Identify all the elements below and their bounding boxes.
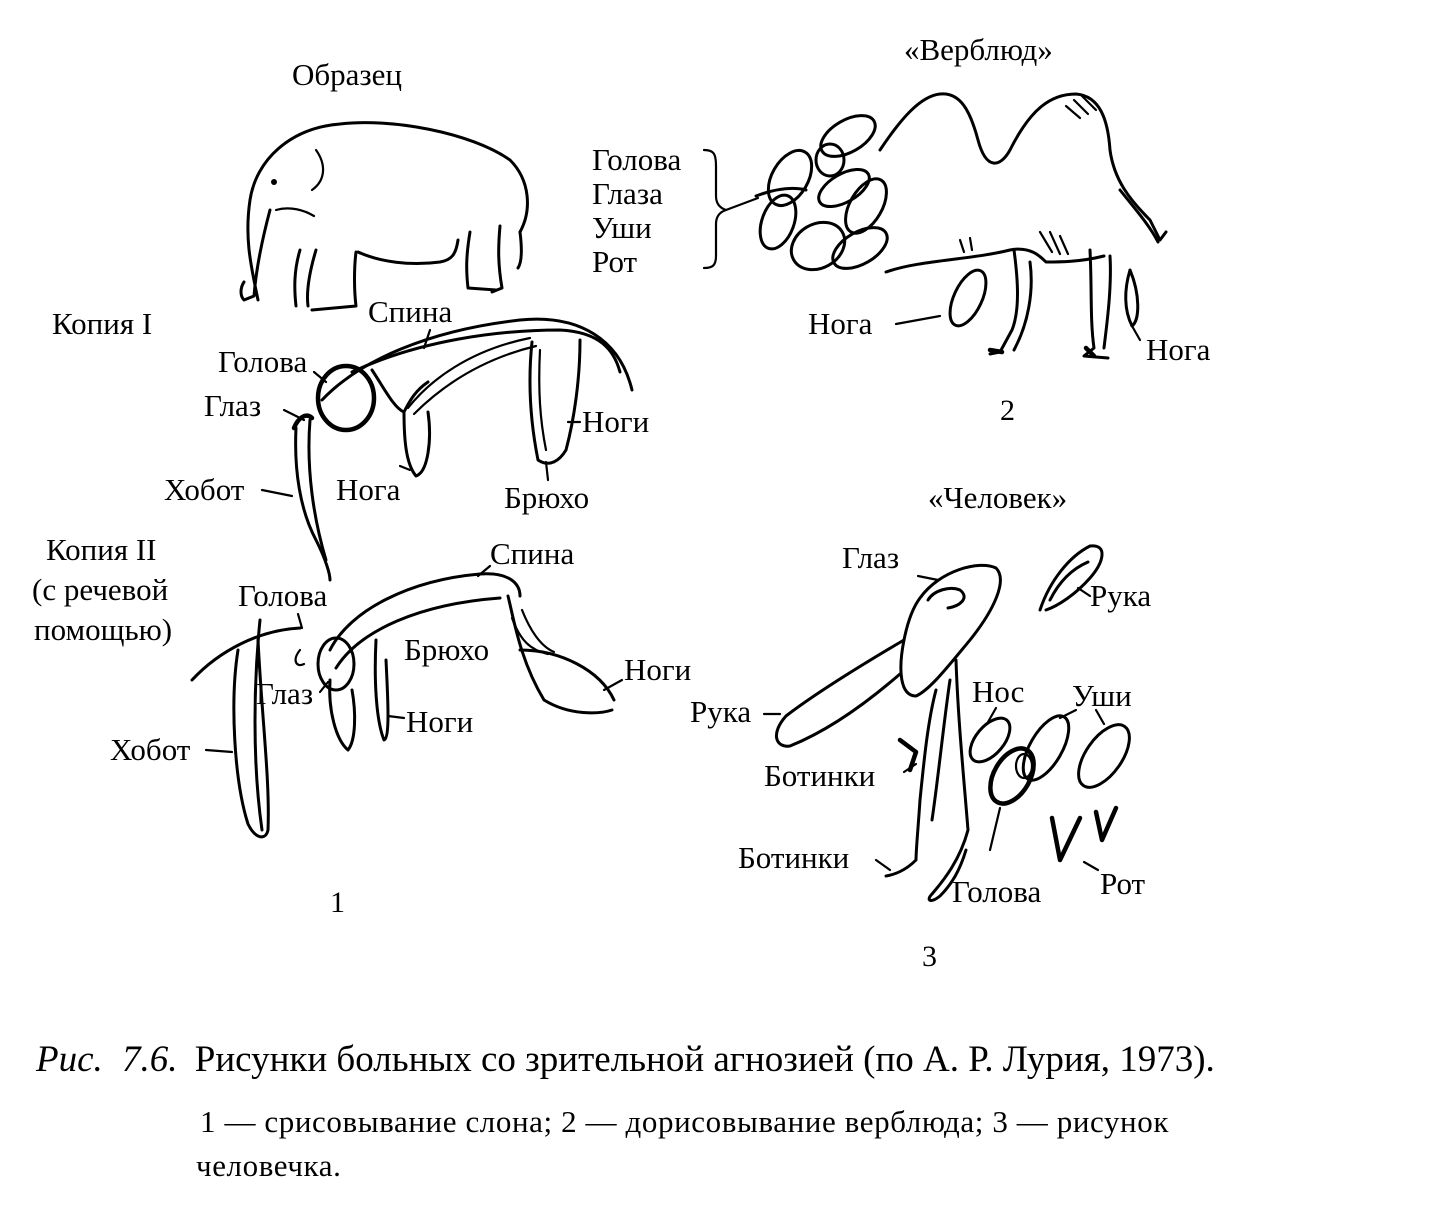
copy1-label-head: Голова	[218, 344, 308, 379]
panel2-number: 2	[1000, 394, 1015, 427]
copy2-label-head: Голова	[238, 578, 328, 613]
elephant-copy1-drawing	[294, 319, 632, 580]
copy1-title: Копия I	[52, 306, 153, 341]
camel-bracket-labels	[592, 142, 758, 279]
figure-caption-title	[36, 1038, 1215, 1081]
camel-label-leg-right: Нога	[1146, 332, 1211, 367]
camel-label-mouth: Рот	[592, 244, 638, 279]
copy2-label-belly: Брюхо	[404, 632, 490, 667]
human-label-head: Голова	[952, 874, 1042, 909]
panel3-number: 3	[922, 940, 937, 973]
caption-prefix-word: Рис.	[36, 1039, 103, 1080]
camel-label-leg-left: Нога	[808, 306, 873, 341]
camel-label-head: Голова	[592, 142, 682, 177]
camel-title: «Верблюд»	[904, 32, 1053, 67]
camel-label-eyes: Глаза	[592, 176, 663, 211]
human-title: «Человек»	[928, 480, 1068, 515]
copy2-label-legs-mid: Ноги	[406, 704, 474, 739]
copy2-label-eye: Глаз	[256, 676, 314, 711]
copy2-title-line3: помощью)	[34, 612, 173, 647]
copy2-label-back: Спина	[490, 536, 575, 571]
copy1-label-leg: Нога	[336, 472, 401, 507]
copy1-label-trunk: Хобот	[164, 472, 245, 507]
caption-title-text: Рисунки больных со зрительной агнозией (по А. Р. Лурия, 1973).	[194, 1039, 1215, 1080]
human-label-mouth: Рот	[1100, 866, 1146, 901]
human-label-boots-1: Ботинки	[764, 758, 876, 793]
figure-caption-line3: человечка.	[196, 1148, 342, 1183]
human-label-boots-2: Ботинки	[738, 840, 850, 875]
copy2-label-trunk: Хобот	[110, 732, 191, 767]
human-label-ears: Уши	[1072, 678, 1132, 713]
copy1-label-belly: Брюхо	[504, 480, 590, 515]
copy2-label-legs-right: Ноги	[624, 652, 692, 687]
copy1-label-back: Спина	[368, 294, 453, 329]
human-label-nose: Нос	[972, 674, 1025, 709]
copy2-title-line1: Копия II	[46, 532, 157, 567]
panel1-number: 1	[330, 886, 345, 919]
elephant-sample-drawing	[241, 123, 527, 310]
copy2-title-line2: (с речевой	[32, 572, 169, 607]
caption-prefix-number: 7.6.	[122, 1039, 178, 1080]
camel-label-ears: Уши	[592, 210, 652, 245]
figure-caption-line2: 1 — срисовывание слона; 2 — дорисовывание верблюда; 3 — рисунок	[200, 1104, 1170, 1139]
sample-title: Образец	[292, 57, 403, 92]
human-label-eye: Глаз	[842, 540, 900, 575]
human-label-arm-top: Рука	[1090, 578, 1152, 613]
copy1-label-eye: Глаз	[204, 388, 262, 423]
human-label-arm-left: Рука	[690, 694, 752, 729]
copy1-label-legs: Ноги	[582, 404, 650, 439]
